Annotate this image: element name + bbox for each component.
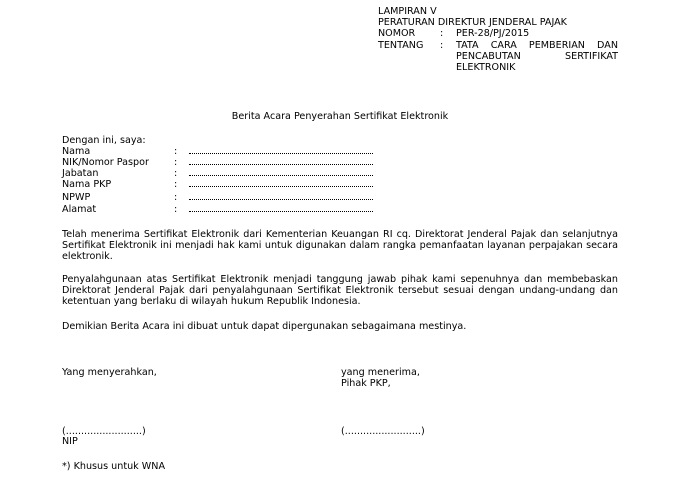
signature-right-role-line-1: yang menerima, [341, 367, 420, 378]
nomor-colon: : [440, 28, 444, 39]
field-blank-nama [189, 151, 373, 154]
document-title: Berita Acara Penyerahan Sertifikat Elektronik [231, 111, 449, 122]
tentang-label: TENTANG [378, 40, 424, 51]
paragraph-line: Sertifikat Elektronik ini menjadi hak kami untuk digunakan dalam rangka pemanfaatan layanan perpajakan secara [62, 240, 618, 251]
field-label-nama: Nama [62, 146, 91, 157]
paragraph-line: Direktorat Jenderal Pajak dari penyalahgunaan Sertifikat Elektronik tersebut sesuai dengan undang-undang dan [62, 285, 618, 296]
field-label-nama-pkp: Nama PKP [62, 179, 112, 190]
field-blank-jabatan [189, 173, 373, 176]
signature-right-blank: (.........................) [341, 426, 425, 437]
footnote: *) Khusus untuk WNA [62, 461, 166, 472]
paragraph-receipt [62, 229, 618, 262]
field-label-npwp: NPWP [62, 192, 91, 203]
paragraph-line: Telah menerima Sertifikat Elektronik dari Kementerian Keuangan RI cq. Direktorat Jenderal Pajak dan selanjutnya [62, 229, 618, 240]
nomor-value: PER-28/PJ/2015 [456, 28, 530, 39]
signature-left-role: Yang menyerahkan, [62, 367, 157, 378]
paragraph-closing: Demikian Berita Acara ini dibuat untuk dapat dipergunakan sebagaimana mestinya. [62, 321, 467, 332]
signature-left-blank: (.........................) [62, 426, 146, 437]
field-colon: : [174, 204, 178, 215]
signature-left-nip: NIP [62, 436, 78, 447]
field-label-nik: NIK/Nomor Paspor [62, 157, 149, 168]
field-label-alamat: Alamat [62, 204, 97, 215]
field-blank-npwp [189, 197, 373, 200]
paragraph-line: Penyalahgunaan atas Sertifikat Elektronik menjadi tanggung jawab pihak kami sepenuhnya dan membebaskan [62, 274, 618, 285]
tentang-colon: : [440, 40, 444, 51]
field-colon: : [174, 168, 178, 179]
tentang-line-3: ELEKTRONIK [456, 62, 516, 73]
regulation-title: PERATURAN DIREKTUR JENDERAL PAJAK [378, 17, 567, 28]
paragraph-line: elektronik. [62, 251, 113, 262]
field-colon: : [174, 192, 178, 203]
field-label-jabatan: Jabatan [62, 168, 99, 179]
field-blank-nama-pkp [189, 184, 373, 187]
paragraph-line: ketentuan yang berlaku di wilayah hukum Republik Indonesia. [62, 296, 361, 307]
signature-right-role-line-2: Pihak PKP, [341, 378, 391, 389]
lampiran-label: LAMPIRAN V [378, 6, 437, 17]
field-colon: : [174, 179, 178, 190]
intro-text: Dengan ini, saya: [62, 135, 146, 146]
field-blank-nik [189, 162, 373, 165]
tentang-line-2: PENCABUTAN SERTIFIKAT [456, 51, 618, 62]
field-blank-alamat [189, 209, 373, 212]
field-colon: : [174, 157, 178, 168]
field-colon: : [174, 146, 178, 157]
nomor-label: NOMOR [378, 28, 416, 39]
tentang-line-1: TATA CARA PEMBERIAN DAN [456, 40, 618, 51]
paragraph-liability [62, 274, 618, 307]
